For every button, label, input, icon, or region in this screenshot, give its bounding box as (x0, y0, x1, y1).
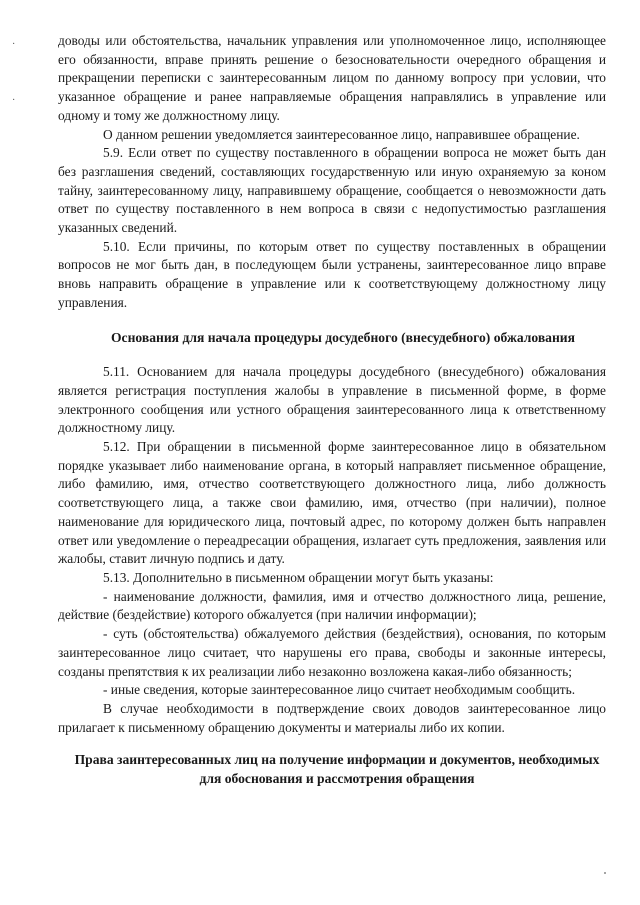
list-item-essence: - суть (обстоятельства) обжалуемого действия (бездействия), основания, по которым заинтересованное лицо считает, что нарушены его права, свободы и законные интересы, созданы препятствия к их реализации либо незаконно возложена какая-либо обязанность; (58, 626, 606, 679)
paragraph-5-12: 5.12. При обращении в письменной форме заинтересованное лицо в обязательном порядке указывает либо наименование органа, в который направляет письменное обращение, либо фамилию, имя, отчество соответствующего должностного лица, либо должность соответствующего лица, а также свои фамилию, имя, отчество (при наличии), полное наименование для юридического лица, почтовый адрес, по которому должен быть направлен ответ или уведомление о переадресации обращения, излагает суть предложения, заявления или жалобы, ставит личную подпись и дату. (58, 439, 606, 567)
scan-artifact: · (12, 39, 16, 50)
paragraph-5-13: 5.13. Дополнительно в письменном обращении могут быть указаны: (103, 569, 494, 585)
paragraph-continuation: доводы или обстоятельства, начальник управления или уполномоченное лицо, исполняющее его обязанности, вправе принять решение о безосновательности очередного обращения и прекращении переписки с заинтересованным лицом по данному вопросу при условии, что указанное обращение и ранее направляемые обращения направлялись в управление или одному и тому же должностному лицу. (58, 33, 606, 123)
list-item-position: - наименование должности, фамилия, имя и отчество должностного лица, решение, действие (бездействие) которого обжалуется (при наличии информации); (58, 588, 606, 623)
list-item-other: - иные сведения, которые заинтересованное лицо считает необходимым сообщить. (103, 682, 576, 698)
section-heading-rights: Права заинтересованных лиц на получение информации и документов, необходимых для обоснования и рассмотрения обращения (74, 752, 600, 787)
paragraph-5-9: 5.9. Если ответ по существу поставленного в обращении вопроса не может быть дан без разглашения сведений, составляющих государственную или иную охраняемую за коном тайну, заинтересованному лицу, направившему обращение, сообщается о невозможности дать ответ по существу поставленного в нем вопроса в связи с недопустимостью разглашения указанных сведений. (58, 145, 606, 236)
scan-artifact (604, 872, 606, 874)
section-heading-appeal-grounds: Основания для начала процедуры досудебного (внесудебного) обжалования (110, 329, 575, 345)
paragraph-decision-notice: О данном решении уведомляется заинтересованное лицо, направившее обращение. (103, 126, 580, 142)
paragraph-attachments: В случае необходимости в подтверждение своих доводов заинтересованное лицо прилагает к письменному обращению документы и материалы либо их копии. (58, 700, 606, 735)
paragraph-5-11: 5.11. Основанием для начала процедуры досудебного (внесудебного) обжалования является регистрация поступления жалобы в управление в письменной форме, в форме электронного сообщения или устного обращения заинтересованного лица к ответственному должностному лицу. (58, 364, 606, 436)
scan-artifact: · (12, 95, 16, 106)
paragraph-5-10: 5.10. Если причины, по которым ответ по существу поставленных в обращении вопросов не мог быть дан, в последующем были устранены, заинтересованное лицо вправе вновь направить обращение в управление или к соответствующему должностному лицу управления. (58, 238, 606, 310)
